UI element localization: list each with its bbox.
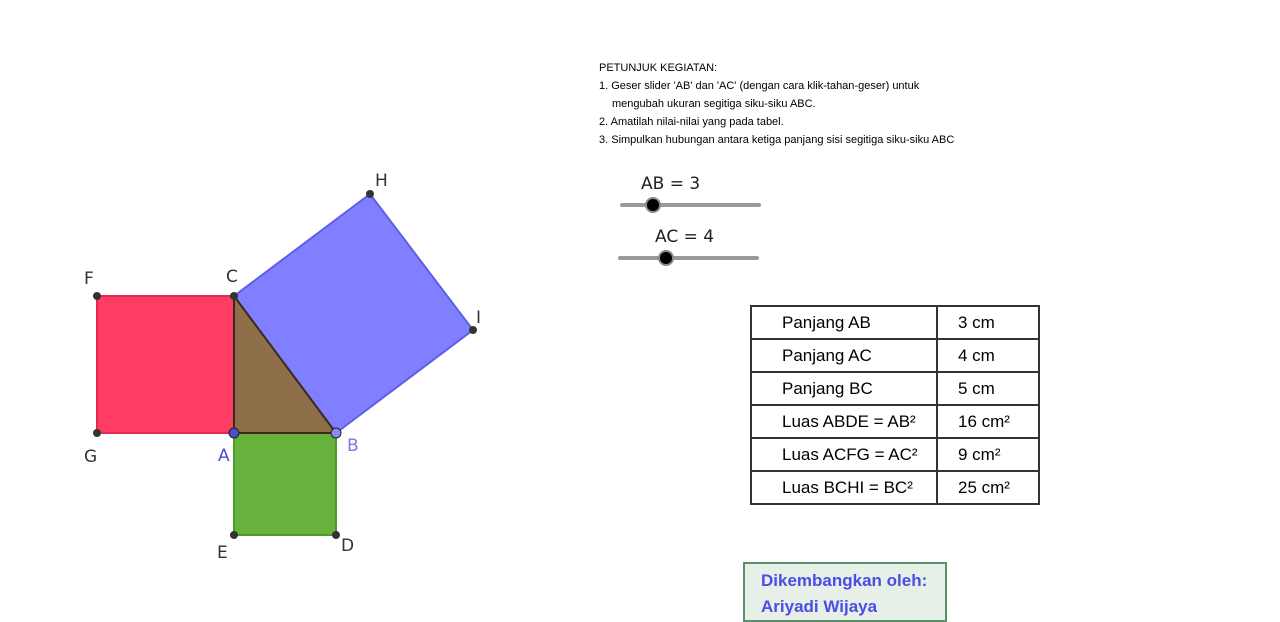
- credit-box: [743, 562, 947, 622]
- table-row: [751, 372, 1039, 405]
- instruction-step-1-cont: mengubah ukuran segitiga siku-siku ABC.: [612, 98, 816, 110]
- point-c: [230, 292, 238, 300]
- slider-ab-handle[interactable]: [645, 197, 661, 213]
- activity-instructions: [599, 59, 1019, 149]
- table-cell-label: Luas ACFG = AC²: [751, 438, 937, 471]
- table-cell-label: Panjang AB: [751, 306, 937, 339]
- label-i: I: [476, 308, 482, 328]
- instructions-title: PETUNJUK KEGIATAN:: [599, 62, 718, 74]
- slider-ac-handle[interactable]: [658, 250, 674, 266]
- label-c: C: [226, 267, 238, 287]
- table-row: [751, 306, 1039, 339]
- slider-ac-track[interactable]: [618, 256, 759, 260]
- table-row: [751, 438, 1039, 471]
- point-a[interactable]: [229, 428, 239, 438]
- slider-ac[interactable]: [618, 225, 768, 285]
- table-cell-value: 25 cm²: [937, 471, 1039, 504]
- measurement-table-body: [751, 306, 1039, 504]
- table-cell-value: 4 cm: [937, 339, 1039, 372]
- square-acfg: [97, 296, 234, 433]
- label-b: B: [347, 436, 359, 456]
- label-d: D: [341, 536, 355, 556]
- point-e: [230, 531, 238, 539]
- instruction-step-2: 2. Amatilah nilai-nilai yang pada tabel.: [599, 116, 784, 128]
- table-row: [751, 405, 1039, 438]
- point-h: [366, 190, 374, 198]
- table-cell-value: 5 cm: [937, 372, 1039, 405]
- point-b[interactable]: [331, 428, 341, 438]
- table-cell-label: Luas ABDE = AB²: [751, 405, 937, 438]
- measurement-table: [750, 305, 1040, 505]
- label-g: G: [84, 447, 98, 467]
- table-cell-value: 16 cm²: [937, 405, 1039, 438]
- instruction-step-3: 3. Simpulkan hubungan antara ketiga panjang sisi segitiga siku-siku ABC: [599, 134, 955, 146]
- slider-ab-label: AB = 3: [641, 174, 701, 194]
- credit-line-1: Dikembangkan oleh:: [761, 571, 928, 590]
- point-d: [332, 531, 340, 539]
- label-h: H: [375, 171, 388, 191]
- table-row: [751, 471, 1039, 504]
- label-a: A: [218, 446, 230, 466]
- table-cell-label: Panjang AC: [751, 339, 937, 372]
- table-cell-label: Panjang BC: [751, 372, 937, 405]
- square-abde: [234, 433, 336, 535]
- instruction-step-1: 1. Geser slider 'AB' dan 'AC' (dengan cara klik-tahan-geser) untuk: [599, 80, 920, 92]
- point-g: [93, 429, 101, 437]
- table-cell-label: Luas BCHI = BC²: [751, 471, 937, 504]
- table-cell-value: 9 cm²: [937, 438, 1039, 471]
- slider-ab[interactable]: [620, 172, 770, 232]
- label-f: F: [84, 269, 94, 289]
- credit-line-2: Ariyadi Wijaya: [761, 597, 878, 616]
- label-e: E: [217, 543, 228, 563]
- table-cell-value: 3 cm: [937, 306, 1039, 339]
- slider-ab-track[interactable]: [620, 203, 761, 207]
- table-row: [751, 339, 1039, 372]
- point-f: [93, 292, 101, 300]
- slider-ac-label: AC = 4: [655, 227, 715, 247]
